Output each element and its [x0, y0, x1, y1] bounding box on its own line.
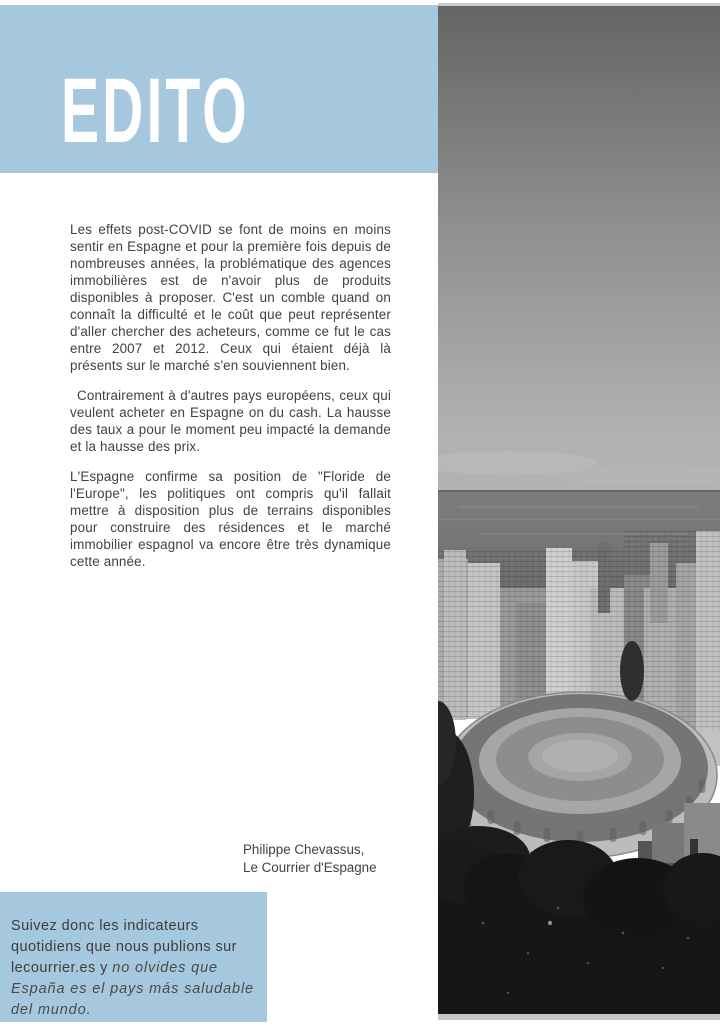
malaga-photo-graphic	[438, 3, 720, 1020]
signature-publication: Le Courrier d'Espagne	[243, 860, 377, 875]
footer-note	[0, 892, 267, 1022]
edito-banner	[0, 5, 438, 173]
signature	[243, 841, 377, 877]
signature-author: Philippe Chevassus,	[243, 842, 365, 857]
paragraph-floride: L'Espagne confirme sa position de "Floride de l'Europe", les politiques ont compris qu'il fallait mettre à disposition plus de terrains disponibles pour construire des résidences et le marché immobilier espagnol va encore être très dynamique cette année.	[70, 469, 391, 569]
footer-note-text	[11, 916, 259, 1021]
malaga-photo	[438, 3, 720, 1020]
footer-text-french: Suivez donc les indicateurs quotidiens que nous publions sur lecourrier.es y	[11, 918, 237, 976]
footer-text-spanish: no olvides que España es el pays más saludable del mundo.	[11, 960, 254, 1018]
editorial-body	[70, 221, 391, 583]
paragraph-cash: Contrairement à d'autres pays européens, ceux qui veulent acheter en Espagne on du cash. La hausse des taux a pour le moment peu impacté la demande et la hausse des prix.	[70, 388, 391, 454]
page-title: EDITO	[61, 60, 250, 162]
paragraph-post-covid: Les effets post-COVID se font de moins en moins sentir en Espagne et pour la première fois depuis de nombreuses années, la problématique des agences immobilières est de n'avoir plus de produits disponibles à proposer. C'est un comble quand on connaît la difficulté et le coût que peut représenter d'aller chercher des acheteurs, comme ce fut le cas entre 2007 et 2012. Ceux qui étaient déjà là présents sur le marché s'en souviennent bien.	[70, 222, 391, 373]
